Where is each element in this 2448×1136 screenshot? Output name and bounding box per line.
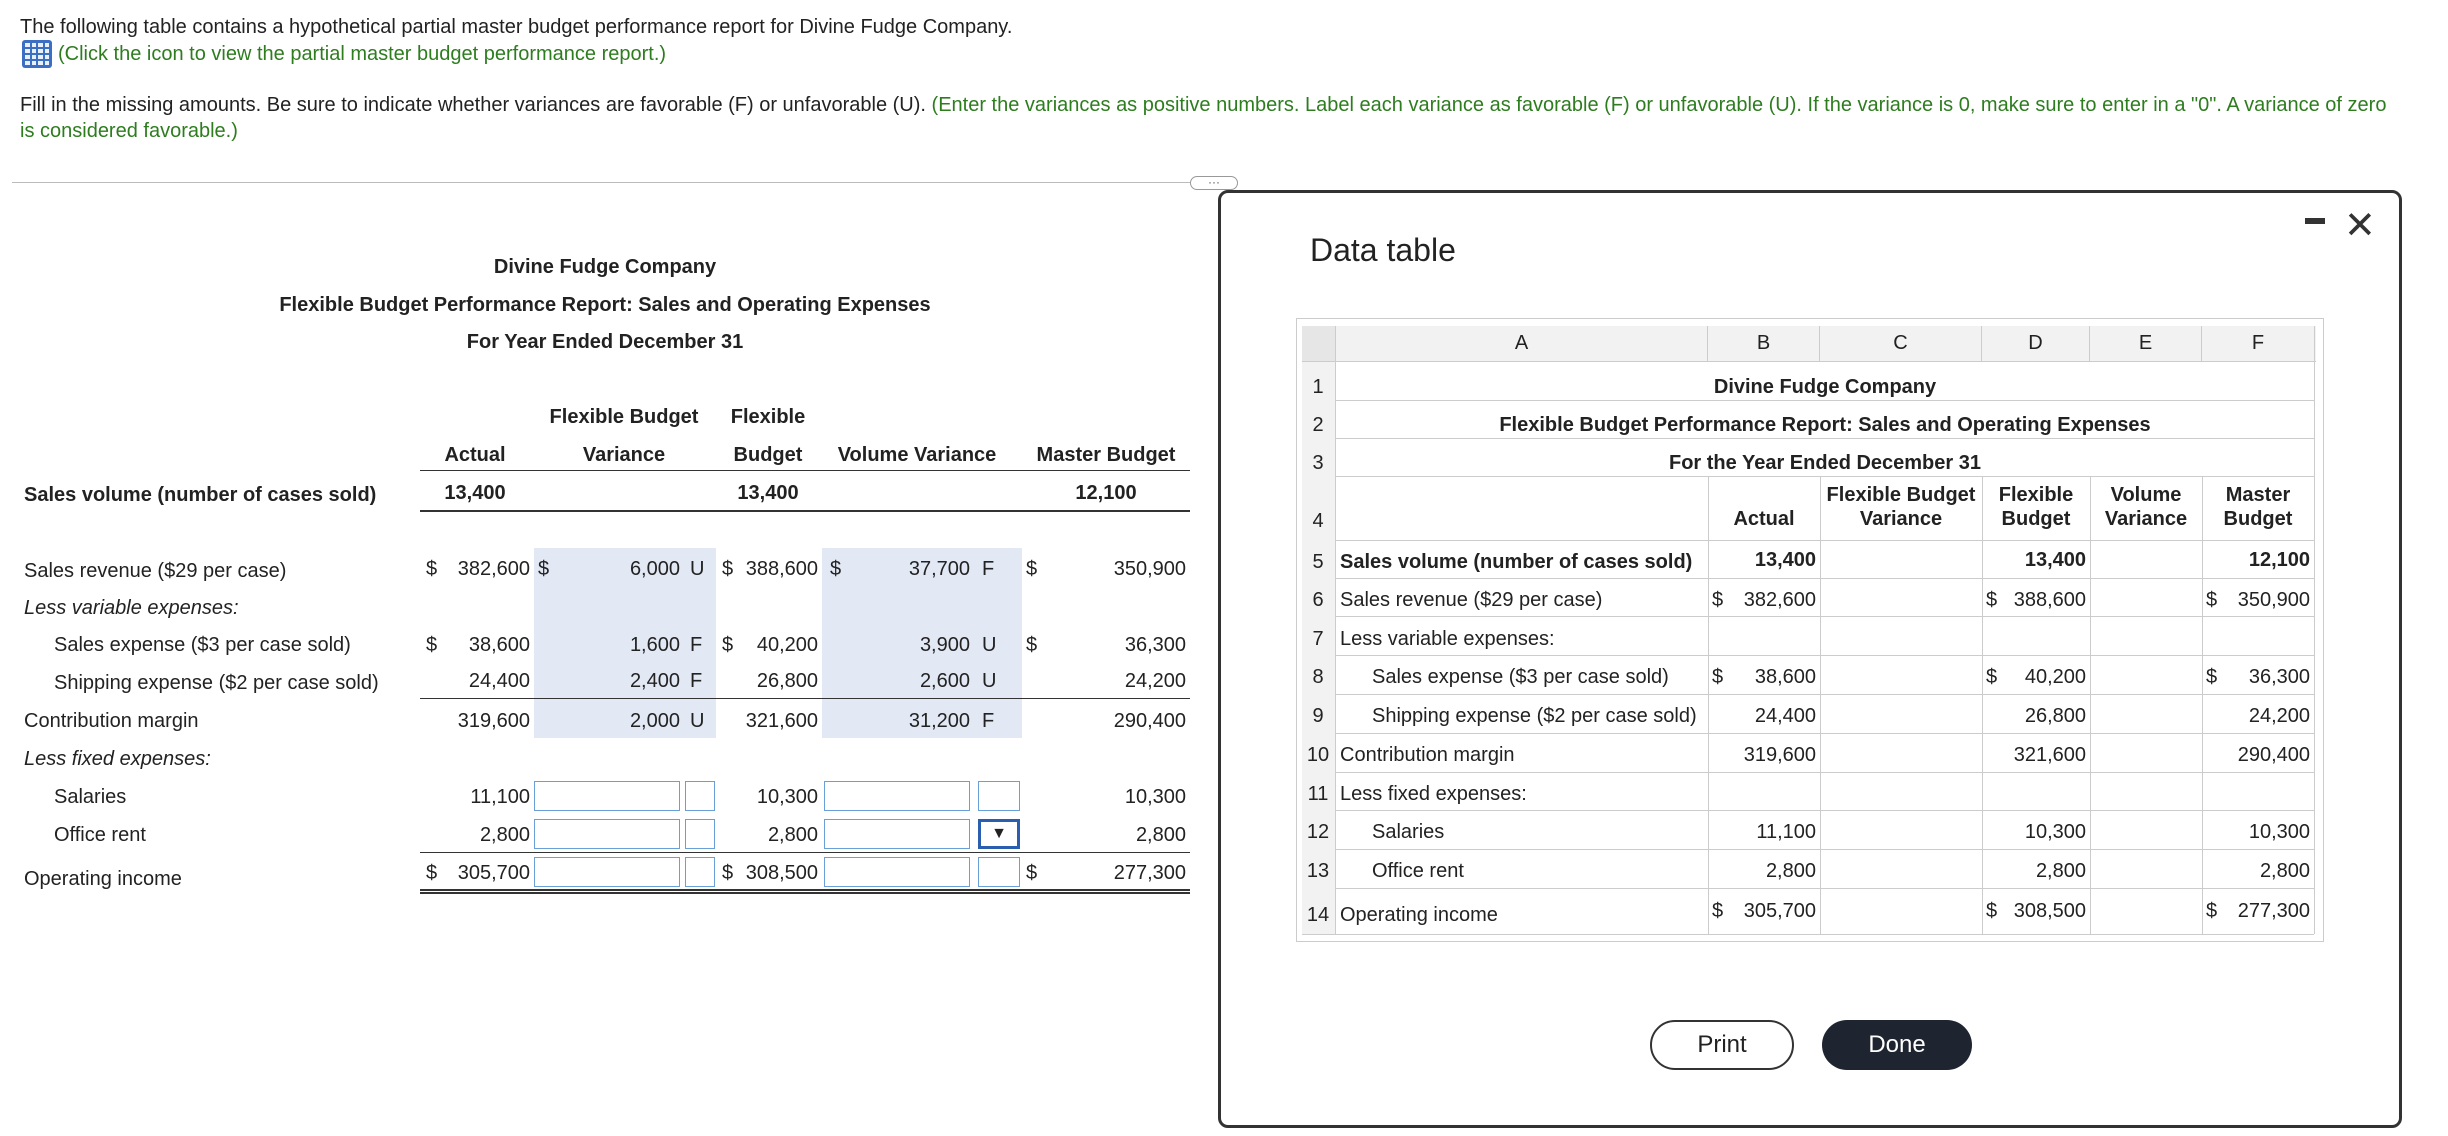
sheet-hdr-fb-2: Budget xyxy=(2001,508,2071,530)
modal-title: Data table xyxy=(1310,232,1456,268)
sheet-oi-mb-dollar: $ xyxy=(2206,900,2218,922)
grid-line xyxy=(1336,400,2314,401)
sh-fb: 26,800 xyxy=(756,670,818,692)
col-b: B xyxy=(1708,326,1820,362)
row-label-ship-exp: Shipping expense ($2 per case sold) xyxy=(54,672,379,694)
rev-fbv-fu: U xyxy=(690,558,705,580)
sheet-sal-mb: 10,300 xyxy=(2248,821,2310,843)
se-vv: 3,900 xyxy=(919,634,970,656)
oi-mb-dollar: $ xyxy=(1026,862,1038,884)
sal-fbv-fu-input[interactable] xyxy=(685,781,715,811)
grid-line xyxy=(1336,849,2314,850)
pane-resize-handle[interactable]: ··· xyxy=(1190,176,1238,190)
col-d: D xyxy=(1982,326,2090,362)
sheet-rev-actual: 382,600 xyxy=(1743,589,1816,611)
grid-line xyxy=(1336,578,2314,579)
row-num-12: 12 xyxy=(1306,821,1330,843)
volume-mb: 12,100 xyxy=(1075,482,1137,504)
sheet-se-fb: 40,200 xyxy=(2024,666,2086,688)
sheet-rev-mb-dollar: $ xyxy=(2206,589,2218,611)
view-report-link-text[interactable]: (Click the icon to view the partial master budget performance report.) xyxy=(58,42,667,65)
row-num-2: 2 xyxy=(1312,414,1324,436)
rent-fbv-fu-input[interactable] xyxy=(685,819,715,849)
row-label-rent: Office rent xyxy=(54,824,146,846)
rev-fb: 388,600 xyxy=(745,558,818,580)
rev-vv-fu: F xyxy=(982,558,995,580)
sheet-label-ship-exp: Shipping expense ($2 per case sold) xyxy=(1372,705,1697,727)
rev-vv-dollar: $ xyxy=(830,558,842,580)
col-e: E xyxy=(2090,326,2202,362)
sheet-sh-actual: 24,400 xyxy=(1754,705,1816,727)
oi-actual-dollar: $ xyxy=(426,862,438,884)
sheet-se-actual: 38,600 xyxy=(1754,666,1816,688)
sheet-oi-fb: 308,500 xyxy=(2013,900,2086,922)
rev-actual-dollar: $ xyxy=(426,558,438,580)
sal-vv-fu-input[interactable] xyxy=(978,781,1020,811)
sheet-oi-actual: 305,700 xyxy=(1743,900,1816,922)
sh-vv-fu: U xyxy=(982,670,997,692)
done-button[interactable]: Done xyxy=(1822,1020,1972,1070)
sheet-se-actual-dollar: $ xyxy=(1712,666,1724,688)
volume-fb: 13,400 xyxy=(737,482,799,504)
sheet-se-mb: 36,300 xyxy=(2248,666,2310,688)
sheet-rev-actual-dollar: $ xyxy=(1712,589,1724,611)
se-fbv-fu: F xyxy=(690,634,703,656)
sheet-hdr-mb-1: Master xyxy=(2225,484,2291,506)
sheet-label-volume: Sales volume (number of cases sold) xyxy=(1340,551,1693,573)
sheet-hdr-fbv-2: Variance xyxy=(1859,508,1943,530)
sheet-oi-mb: 277,300 xyxy=(2237,900,2310,922)
cm-fbv: 2,000 xyxy=(629,710,680,732)
corner-cell xyxy=(1302,326,1336,362)
report-company: Divine Fudge Company xyxy=(493,256,717,278)
sal-fbv-input[interactable] xyxy=(534,781,680,811)
table-grid-icon[interactable] xyxy=(22,40,52,68)
divider xyxy=(12,182,1222,183)
sh-actual: 24,400 xyxy=(468,670,530,692)
grid-line xyxy=(2314,326,2315,934)
volume-actual: 13,400 xyxy=(444,482,506,504)
print-button[interactable]: Print xyxy=(1650,1020,1794,1070)
row-label-lessfix: Less fixed expenses: xyxy=(24,748,211,770)
row-num-4: 4 xyxy=(1312,510,1324,532)
row-num-7: 7 xyxy=(1312,628,1324,650)
sheet-rent-actual: 2,800 xyxy=(1765,860,1816,882)
sheet-cm-fb: 321,600 xyxy=(2013,744,2086,766)
grid-line xyxy=(1820,476,1821,934)
sheet-label-lessvar: Less variable expenses: xyxy=(1340,628,1555,650)
grid-line xyxy=(1336,438,2314,439)
sheet-hdr-mb-2: Budget xyxy=(2223,508,2293,530)
col-c: C xyxy=(1820,326,1982,362)
row-num-5: 5 xyxy=(1312,551,1324,573)
hdr-fb-1: Flexible xyxy=(730,406,806,428)
opinc-double-underline xyxy=(420,889,1190,894)
rent-fbv-input[interactable] xyxy=(534,819,680,849)
hdr-mb: Master Budget xyxy=(1036,444,1176,466)
col-f: F xyxy=(2202,326,2314,362)
cm-vv-fu: F xyxy=(982,710,995,732)
rev-fbv: 6,000 xyxy=(629,558,680,580)
instructions-main: Fill in the missing amounts. Be sure to indicate whether variances are favorable (F) or unfavorable (U). xyxy=(20,94,926,116)
grid-line xyxy=(1336,540,2314,541)
view-report-link[interactable] xyxy=(22,40,666,68)
intro-text: The following table contains a hypothetical partial master budget performance report for Divine Fudge Company. xyxy=(20,16,1013,38)
sheet-cm-actual: 319,600 xyxy=(1743,744,1816,766)
grid-line xyxy=(1336,888,2314,889)
rent-underline xyxy=(420,852,1190,853)
sheet-hdr-vv-1: Volume xyxy=(2110,484,2182,506)
grid-line xyxy=(1336,694,2314,695)
se-actual: 38,600 xyxy=(468,634,530,656)
row-num-8: 8 xyxy=(1312,666,1324,688)
sheet-label-opinc: Operating income xyxy=(1340,904,1498,926)
sheet-rent-fb: 2,800 xyxy=(2035,860,2086,882)
hdr-fbv-1: Flexible Budget xyxy=(549,406,699,428)
grid-line xyxy=(1336,476,2314,477)
sheet-company: Divine Fudge Company xyxy=(1713,376,1937,398)
sh-mb: 24,200 xyxy=(1124,670,1186,692)
rev-mb: 350,900 xyxy=(1113,558,1186,580)
row-num-10: 10 xyxy=(1306,744,1330,766)
cm-fbv-fu: U xyxy=(690,710,705,732)
sheet-hdr-fb-1: Flexible xyxy=(1998,484,2074,506)
oi-fb-dollar: $ xyxy=(722,862,734,884)
cm-fb: 321,600 xyxy=(745,710,818,732)
row-num-9: 9 xyxy=(1312,705,1324,727)
cm-actual: 319,600 xyxy=(457,710,530,732)
ship-underline xyxy=(420,698,1190,699)
row-num-3: 3 xyxy=(1312,452,1324,474)
rev-fb-dollar: $ xyxy=(722,558,734,580)
sheet-label-cm: Contribution margin xyxy=(1340,744,1515,766)
row-label-opinc: Operating income xyxy=(24,868,182,890)
grid-line xyxy=(1336,772,2314,773)
sheet-label-rent: Office rent xyxy=(1372,860,1464,882)
row-label-revenue: Sales revenue ($29 per case) xyxy=(24,560,287,582)
sheet-volume-fb: 13,400 xyxy=(2024,549,2086,571)
row-num-11: 11 xyxy=(1307,783,1329,805)
report-period: For Year Ended December 31 xyxy=(466,331,744,353)
sheet-hdr-vv-2: Variance xyxy=(2104,508,2188,530)
rev-mb-dollar: $ xyxy=(1026,558,1038,580)
row-label-sales-exp: Sales expense ($3 per case sold) xyxy=(54,634,351,656)
rent-vv-fu-dropdown[interactable] xyxy=(978,819,1020,849)
hdr-fbv-2: Variance xyxy=(582,444,666,466)
sheet-label-lessfix: Less fixed expenses: xyxy=(1340,783,1527,805)
chevron-down-icon: ▼ xyxy=(991,825,1007,842)
col-a: A xyxy=(1336,326,1708,362)
sheet-hdr-fbv-1: Flexible Budget xyxy=(1826,484,1976,506)
se-fb-dollar: $ xyxy=(722,634,734,656)
close-icon[interactable]: ✕ xyxy=(2344,205,2376,247)
row-label-volume: Sales volume (number of cases sold) xyxy=(24,484,377,506)
sheet-period: For the Year Ended December 31 xyxy=(1669,452,1981,474)
se-mb: 36,300 xyxy=(1124,634,1186,656)
rev-fbv-dollar: $ xyxy=(538,558,550,580)
sheet-label-sales-exp: Sales expense ($3 per case sold) xyxy=(1372,666,1669,688)
oi-mb: 277,300 xyxy=(1113,862,1186,884)
sal-vv-input[interactable] xyxy=(824,781,970,811)
sheet-sh-mb: 24,200 xyxy=(2248,705,2310,727)
sheet-oi-actual-dollar: $ xyxy=(1712,900,1724,922)
sheet-title: Flexible Budget Performance Report: Sales and Operating Expenses xyxy=(1499,414,2151,436)
sal-fb: 10,300 xyxy=(756,786,818,808)
rev-actual: 382,600 xyxy=(457,558,530,580)
sheet-hdr-actual: Actual xyxy=(1733,508,1795,530)
instructions-hint: (Enter the variances as positive numbers. Label each variance as favorable (F) or unfavorable (U). If the variance is 0, make sure to enter in a "0". A variance of zero is considered favorable.) xyxy=(20,94,2387,142)
row-num-6: 6 xyxy=(1312,589,1324,611)
minimize-icon[interactable] xyxy=(2305,218,2325,224)
sh-fbv-fu: F xyxy=(690,670,703,692)
volume-underline xyxy=(420,510,1190,512)
sheet-se-mb-dollar: $ xyxy=(2206,666,2218,688)
grid-line xyxy=(1336,616,2314,617)
oi-actual: 305,700 xyxy=(457,862,530,884)
sh-vv: 2,600 xyxy=(919,670,970,692)
header-underline xyxy=(420,470,1190,471)
rent-mb: 2,800 xyxy=(1135,824,1186,846)
se-fbv: 1,600 xyxy=(629,634,680,656)
sheet-oi-fb-dollar: $ xyxy=(1986,900,1998,922)
rent-actual: 2,800 xyxy=(479,824,530,846)
grid-line xyxy=(2090,476,2091,934)
grid-line xyxy=(1302,934,2314,935)
report-title: Flexible Budget Performance Report: Sales and Operating Expenses xyxy=(279,294,931,316)
sheet-volume-mb: 12,100 xyxy=(2248,549,2310,571)
sheet-label-revenue: Sales revenue ($29 per case) xyxy=(1340,589,1603,611)
se-vv-fu: U xyxy=(982,634,997,656)
sh-fbv: 2,400 xyxy=(629,670,680,692)
sheet-rev-fb-dollar: $ xyxy=(1986,589,1998,611)
rev-vv: 37,700 xyxy=(908,558,970,580)
sheet-sal-actual: 11,100 xyxy=(1756,821,1816,843)
sheet-sal-fb: 10,300 xyxy=(2024,821,2086,843)
row-num-1: 1 xyxy=(1312,376,1324,398)
sheet-rev-fb: 388,600 xyxy=(2013,589,2086,611)
oi-fbv-fu-input[interactable] xyxy=(685,857,715,887)
oi-fb: 308,500 xyxy=(745,862,818,884)
sheet-cm-mb: 290,400 xyxy=(2237,744,2310,766)
oi-vv-fu-input[interactable] xyxy=(978,857,1020,887)
row-label-cm: Contribution margin xyxy=(24,710,199,732)
hdr-vv: Volume Variance xyxy=(837,444,997,466)
cm-vv: 31,200 xyxy=(908,710,970,732)
se-fb: 40,200 xyxy=(756,634,818,656)
row-num-13: 13 xyxy=(1306,860,1330,882)
instructions xyxy=(20,92,2400,144)
hdr-fb-2: Budget xyxy=(733,444,803,466)
se-actual-dollar: $ xyxy=(426,634,438,656)
se-mb-dollar: $ xyxy=(1026,634,1038,656)
sheet-sh-fb: 26,800 xyxy=(2024,705,2086,727)
grid-line xyxy=(1336,733,2314,734)
oi-vv-input[interactable] xyxy=(824,857,970,887)
sheet-label-salaries: Salaries xyxy=(1372,821,1445,843)
cm-mb: 290,400 xyxy=(1113,710,1186,732)
rent-fb: 2,800 xyxy=(767,824,818,846)
sal-mb: 10,300 xyxy=(1124,786,1186,808)
row-label-salaries: Salaries xyxy=(54,786,127,808)
row-label-lessvar: Less variable expenses: xyxy=(24,597,239,619)
row-num-14: 14 xyxy=(1306,904,1330,926)
oi-fbv-input[interactable] xyxy=(534,857,680,887)
sheet-volume-actual: 13,400 xyxy=(1754,549,1816,571)
sheet-rev-mb: 350,900 xyxy=(2237,589,2310,611)
hdr-actual: Actual xyxy=(444,444,506,466)
sheet-rent-mb: 2,800 xyxy=(2259,860,2310,882)
sal-actual: 11,100 xyxy=(470,786,530,808)
rent-vv-input[interactable] xyxy=(824,819,970,849)
grid-line xyxy=(1336,810,2314,811)
grid-line xyxy=(1336,655,2314,656)
sheet-se-fb-dollar: $ xyxy=(1986,666,1998,688)
